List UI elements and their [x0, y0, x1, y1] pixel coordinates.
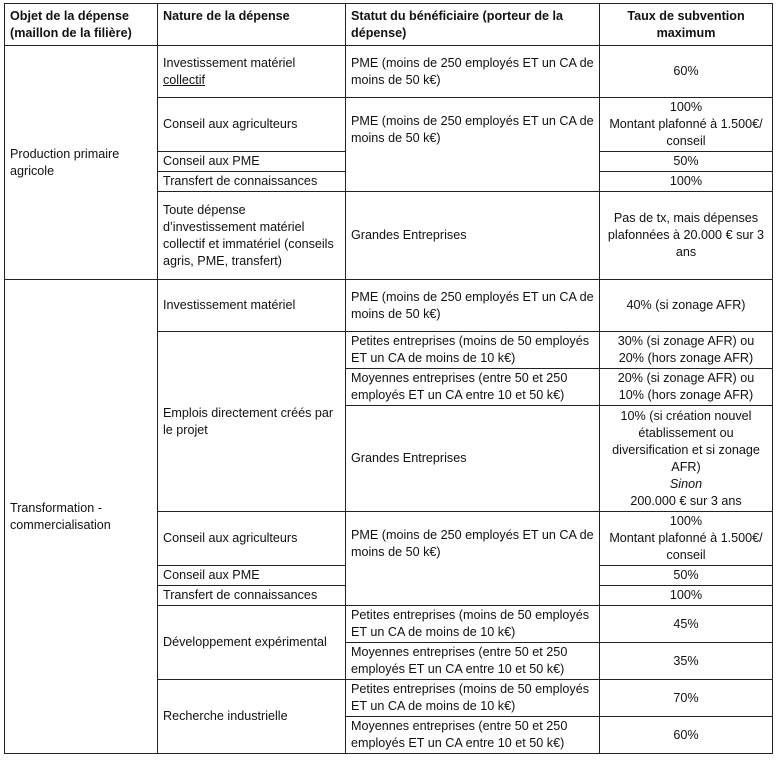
nature-text-underlined: collectif	[163, 72, 205, 87]
taux-cell: 60%	[600, 46, 773, 98]
table-row	[5, 280, 773, 332]
nature-cell: Emplois directement créés par le projet	[158, 332, 346, 512]
table-row	[5, 46, 773, 98]
taux-cell: 100%	[600, 172, 773, 192]
taux-line: Montant plafonné à 1.500€/ conseil	[609, 531, 763, 562]
taux-cell	[600, 512, 773, 566]
nature-text: Investissement matériel	[163, 55, 296, 70]
statut-cell: Moyennes entreprises (entre 50 et 250 employés ET un CA entre 10 et 50 k€)	[346, 643, 600, 680]
header-taux: Taux de subvention maximum	[600, 4, 773, 46]
statut-cell: Moyennes entreprises (entre 50 et 250 employés ET un CA entre 10 et 50 k€)	[346, 717, 600, 754]
nature-cell: Conseil aux agriculteurs	[158, 512, 346, 566]
taux-cell: 100%	[600, 586, 773, 606]
taux-cell: 60%	[600, 717, 773, 754]
taux-cell	[600, 98, 773, 152]
taux-cell: 30% (si zonage AFR) ou 20% (hors zonage AFR)	[600, 332, 773, 369]
taux-cell: 50%	[600, 566, 773, 586]
statut-cell: Petites entreprises (moins de 50 employés ET un CA de moins de 10 k€)	[346, 332, 600, 369]
statut-cell: Petites entreprises (moins de 50 employés ET un CA de moins de 10 k€)	[346, 680, 600, 717]
taux-line-italic: Sinon	[669, 476, 703, 491]
statut-cell: Grandes Entreprises	[346, 406, 600, 512]
header-statut: Statut du bénéficiaire (porteur de la dépense)	[346, 4, 600, 46]
nature-cell: Conseil aux PME	[158, 152, 346, 172]
nature-cell: Toute dépense d’investissement matériel collectif et immatériel (conseils agris, PME, transfert)	[158, 192, 346, 280]
header-nature: Nature de la dépense	[158, 4, 346, 46]
taux-cell: 40% (si zonage AFR)	[600, 280, 773, 332]
taux-cell: 45%	[600, 606, 773, 643]
nature-cell: Transfert de connaissances	[158, 172, 346, 192]
header-row	[5, 4, 773, 46]
subsidy-table	[4, 3, 773, 754]
nature-cell: Transfert de connaissances	[158, 586, 346, 606]
nature-cell: Conseil aux PME	[158, 566, 346, 586]
taux-line: 200.000 € sur 3 ans	[630, 493, 742, 508]
nature-cell: Recherche industrielle	[158, 680, 346, 754]
statut-cell: PME (moins de 250 employés ET un CA de moins de 50 k€)	[346, 46, 600, 98]
nature-cell: Conseil aux agriculteurs	[158, 98, 346, 152]
nature-cell: Développement expérimental	[158, 606, 346, 680]
nature-cell: Investissement matériel	[158, 280, 346, 332]
taux-cell: 50%	[600, 152, 773, 172]
statut-cell: PME (moins de 250 employés ET un CA de moins de 50 k€)	[346, 98, 600, 192]
taux-cell: 35%	[600, 643, 773, 680]
taux-line: Montant plafonné à 1.500€/ conseil	[609, 117, 763, 148]
taux-cell	[600, 406, 773, 512]
section-production: Production primaire agricole	[5, 46, 158, 280]
taux-line: 100%	[669, 100, 703, 114]
statut-cell: Moyennes entreprises (entre 50 et 250 employés ET un CA entre 10 et 50 k€)	[346, 369, 600, 406]
taux-cell: Pas de tx, mais dépenses plafonnées à 20.000 € sur 3 ans	[600, 192, 773, 280]
statut-cell: Grandes Entreprises	[346, 192, 600, 280]
header-objet: Objet de la dépense (maillon de la filière)	[5, 4, 158, 46]
taux-cell: 20% (si zonage AFR) ou 10% (hors zonage AFR)	[600, 369, 773, 406]
taux-line: 100%	[669, 514, 703, 528]
statut-cell: PME (moins de 250 employés ET un CA de moins de 50 k€)	[346, 512, 600, 606]
taux-line: 10% (si création nouvel établissement ou diversification et si zonage AFR)	[612, 408, 760, 474]
section-transformation: Transformation - commercialisation	[5, 280, 158, 754]
taux-cell: 70%	[600, 680, 773, 717]
statut-cell: PME (moins de 250 employés ET un CA de moins de 50 k€)	[346, 280, 600, 332]
statut-cell: Petites entreprises (moins de 50 employés ET un CA de moins de 10 k€)	[346, 606, 600, 643]
nature-cell	[158, 46, 346, 98]
